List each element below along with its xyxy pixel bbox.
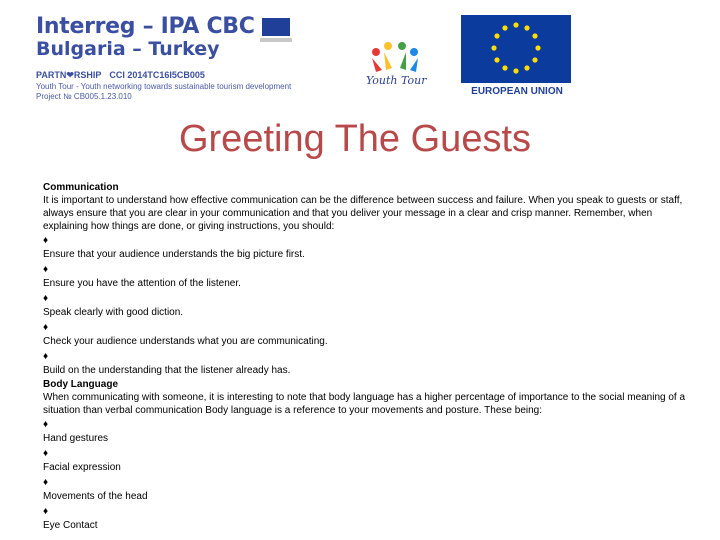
project-line: Youth Tour - Youth networking towards sustainable tourism development [36,82,292,91]
section-paragraph: It is important to understand how effective communication can be the difference between success and failure. When you speak to guests or staff, always ensure that you are clear in your communication and that you deliver your message in a clear and crisp manner. Remember, when explaining how things are done, or giving instructions, you should: [43,195,683,232]
bullet-icon: ♦ [43,293,49,304]
bullet-icon: ♦ [43,448,49,459]
list-item: Check your audience understands what you are communicating. [43,336,328,347]
header [0,0,720,110]
page-title: Greeting The Guests [178,118,532,160]
cci-code: CCI 2014TC16I5CB005 [109,70,205,80]
bullet-icon: ♦ [43,477,49,488]
bullet-icon: ♦ [43,322,49,333]
section-heading: Communication [43,182,119,193]
list-item: Build on the understanding that the listener already has. [43,365,291,376]
program-subtitle: Bulgaria – Turkey [36,38,220,60]
bullet-icon: ♦ [43,506,49,517]
partnership-label: PARTN❤RSHIP [36,70,102,80]
document-body [43,181,693,533]
section-heading: Body Language [43,379,119,390]
small-eu-flag-icon [262,18,290,36]
youth-tour-logo-icon [364,40,428,96]
list-item: Hand gestures [43,433,109,444]
partnership-line [36,70,205,81]
bullet-icon: ♦ [43,264,49,275]
eu-flag-icon [461,15,571,83]
section-paragraph: When communicating with someone, it is interesting to note that body language has a higher percentage of importance to the social meaning of a situation than verbal communication Body language is a reference to your movements and posture. These being: [43,392,686,416]
list-item: Speak clearly with good diction. [43,307,184,318]
list-item: Ensure that your audience understands the big picture first. [43,249,305,260]
bullet-icon: ♦ [43,419,49,430]
bullet-icon: ♦ [43,235,49,246]
eu-label: EUROPEAN UNION [471,86,563,97]
project-number: Project № CB005.1.23.010 [36,92,132,101]
program-title: Interreg – IPA CBC [36,14,255,39]
list-item: Ensure you have the attention of the listener. [43,278,241,289]
list-item: Eye Contact [43,520,98,531]
youth-tour-logo-text: Youth Tour [366,74,427,87]
list-item: Movements of the head [43,491,148,502]
list-item: Facial expression [43,462,121,473]
bullet-icon: ♦ [43,351,49,362]
small-eu-caption [260,38,292,42]
